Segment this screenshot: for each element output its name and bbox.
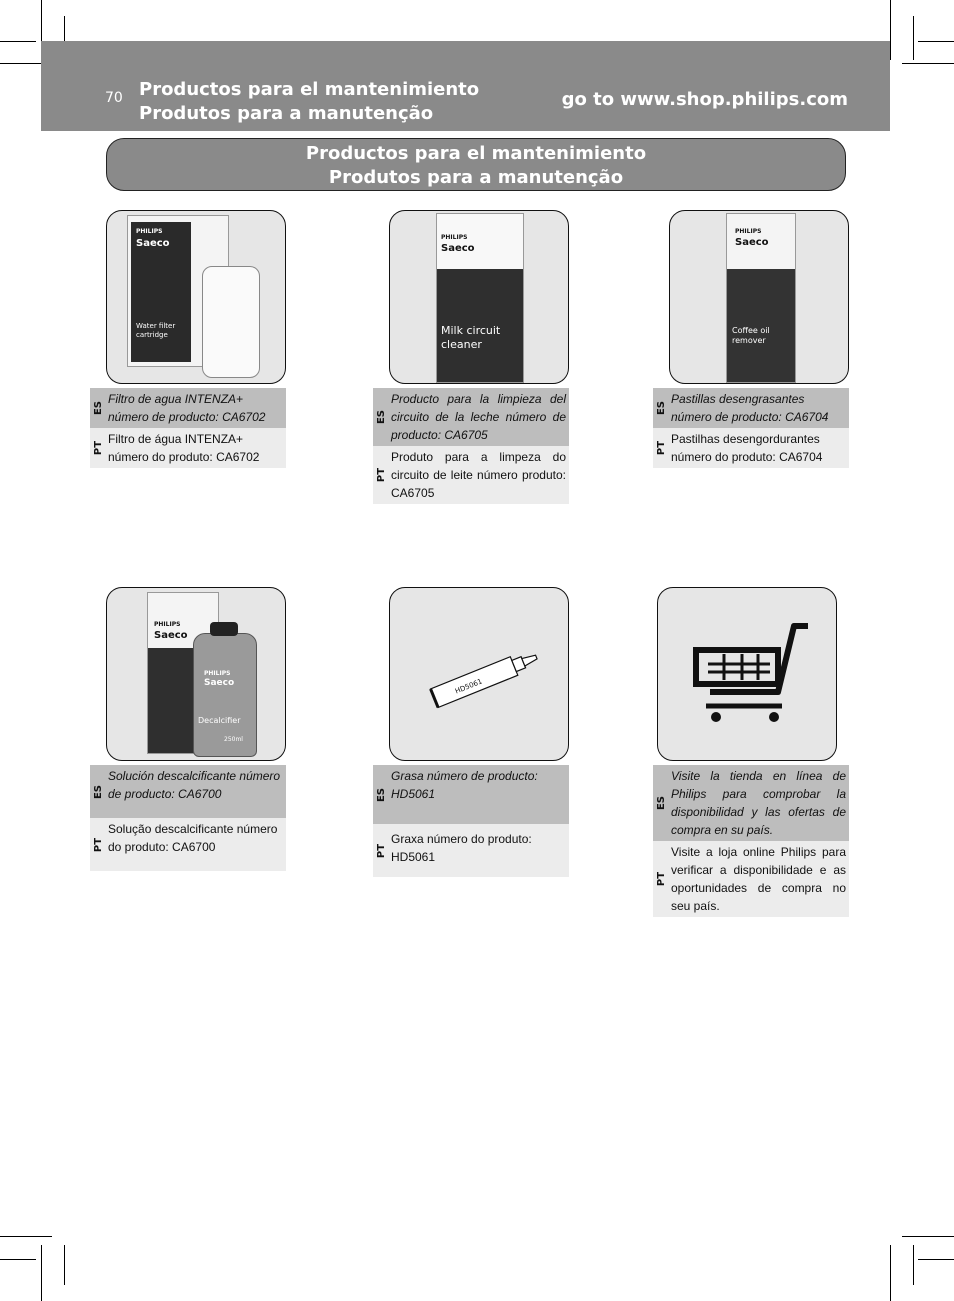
crop-mark: [902, 63, 954, 64]
header-title-es: Productos para el mantenimiento: [139, 79, 480, 100]
tube-label: HD5061: [453, 677, 484, 696]
pack-brand: PHILIPS: [735, 228, 762, 235]
header-title-pt: Produtos para a manutenção: [139, 103, 434, 124]
crop-mark: [890, 1245, 891, 1301]
product-desc-online-shop: [653, 765, 849, 917]
desc-es: ES Visite la tienda en línea de Philips para comprobar la disponibilidad y las ofertas de compra en su país.: [653, 765, 849, 841]
section-banner: [106, 138, 846, 191]
desc-pt: PT Graxa número do produto: HD5061: [373, 824, 569, 877]
header-title: [139, 78, 479, 126]
pack-brand: PHILIPS: [136, 228, 163, 235]
product-desc-milk-cleaner: [373, 388, 569, 504]
decalcifier-bottle: [193, 633, 257, 757]
product-card-online-shop: [657, 587, 837, 761]
desc-es: ES Pastillas desengrasantes número de producto: CA6704: [653, 388, 849, 428]
desc-pt: PT Produto para a limpeza do circuito de leite número produto: CA6705: [373, 446, 569, 504]
pack-label: remover: [732, 336, 766, 345]
cleaner-box: [436, 213, 524, 383]
pack-label: Coffee oil: [732, 326, 770, 335]
crop-mark: [913, 1245, 914, 1285]
desc-pt: PT Visite a loja online Philips para verificar a disponibilidade e as oportunidades de compra no seu país.: [653, 841, 849, 917]
crop-mark: [0, 1259, 36, 1260]
product-card-decalcifier: [106, 587, 286, 761]
desc-es: ES Solución descalcificante número de producto: CA6700: [90, 765, 286, 818]
crop-mark: [41, 1245, 42, 1301]
crop-mark: [902, 1236, 954, 1237]
desc-pt: PT Solução descalcificante número do produto: CA6700: [90, 818, 286, 871]
product-card-grease: [389, 587, 569, 761]
crop-mark: [0, 41, 36, 42]
pack-label: cleaner: [441, 338, 482, 351]
product-card-milk-cleaner: [389, 210, 569, 384]
product-card-water-filter: [106, 210, 286, 384]
pack-label: Water filter: [136, 322, 176, 330]
desc-es: ES Producto para la limpieza del circuito de la leche número de producto: CA6705: [373, 388, 569, 446]
pack-volume: 250ml: [224, 736, 243, 743]
shopping-cart-icon: [658, 588, 836, 760]
desc-pt: PT Pastilhas desengordurantes número do produto: CA6704: [653, 428, 849, 468]
pack-brand-logo: Saeco: [136, 238, 170, 249]
banner-title-es: Productos para el mantenimiento: [305, 143, 647, 164]
desc-pt: PT Filtro de água INTENZA+ número do produto: CA6702: [90, 428, 286, 468]
pack-brand-logo: Saeco: [441, 243, 475, 254]
product-desc-oil-remover: [653, 388, 849, 468]
crop-mark: [918, 41, 954, 42]
bottle-cap: [210, 622, 238, 636]
grease-tube-icon: [390, 588, 568, 760]
crop-mark: [890, 0, 891, 60]
desc-es: ES Filtro de agua INTENZA+ número de producto: CA6702: [90, 388, 286, 428]
filter-cartridge: [202, 266, 260, 378]
pack-label: cartridge: [136, 331, 168, 339]
pack-label: Milk circuit: [441, 324, 501, 337]
pack-brand-logo: Saeco: [154, 630, 188, 641]
crop-mark: [918, 1259, 954, 1260]
pack-brand: PHILIPS: [204, 670, 231, 677]
crop-mark: [0, 1236, 52, 1237]
product-card-oil-remover: [669, 210, 849, 384]
product-desc-grease: [373, 765, 569, 877]
pack-brand: PHILIPS: [441, 234, 468, 241]
pack-label: Decalcifier: [198, 716, 241, 725]
page-number: 70: [105, 90, 123, 106]
tablets-box: [726, 213, 796, 383]
banner-title-pt: Produtos para a manutenção: [328, 167, 624, 188]
pack-brand-logo: Saeco: [735, 237, 769, 248]
product-desc-water-filter: [90, 388, 286, 468]
page-header: [41, 41, 890, 131]
desc-es: ES Grasa número de producto: HD5061: [373, 765, 569, 824]
crop-mark: [64, 1245, 65, 1285]
pack-brand-logo: Saeco: [204, 678, 235, 688]
pack-brand: PHILIPS: [154, 621, 181, 628]
shop-url-link[interactable]: go to www.shop.philips.com: [561, 89, 848, 110]
product-desc-decalcifier: [90, 765, 286, 871]
crop-mark: [913, 16, 914, 60]
